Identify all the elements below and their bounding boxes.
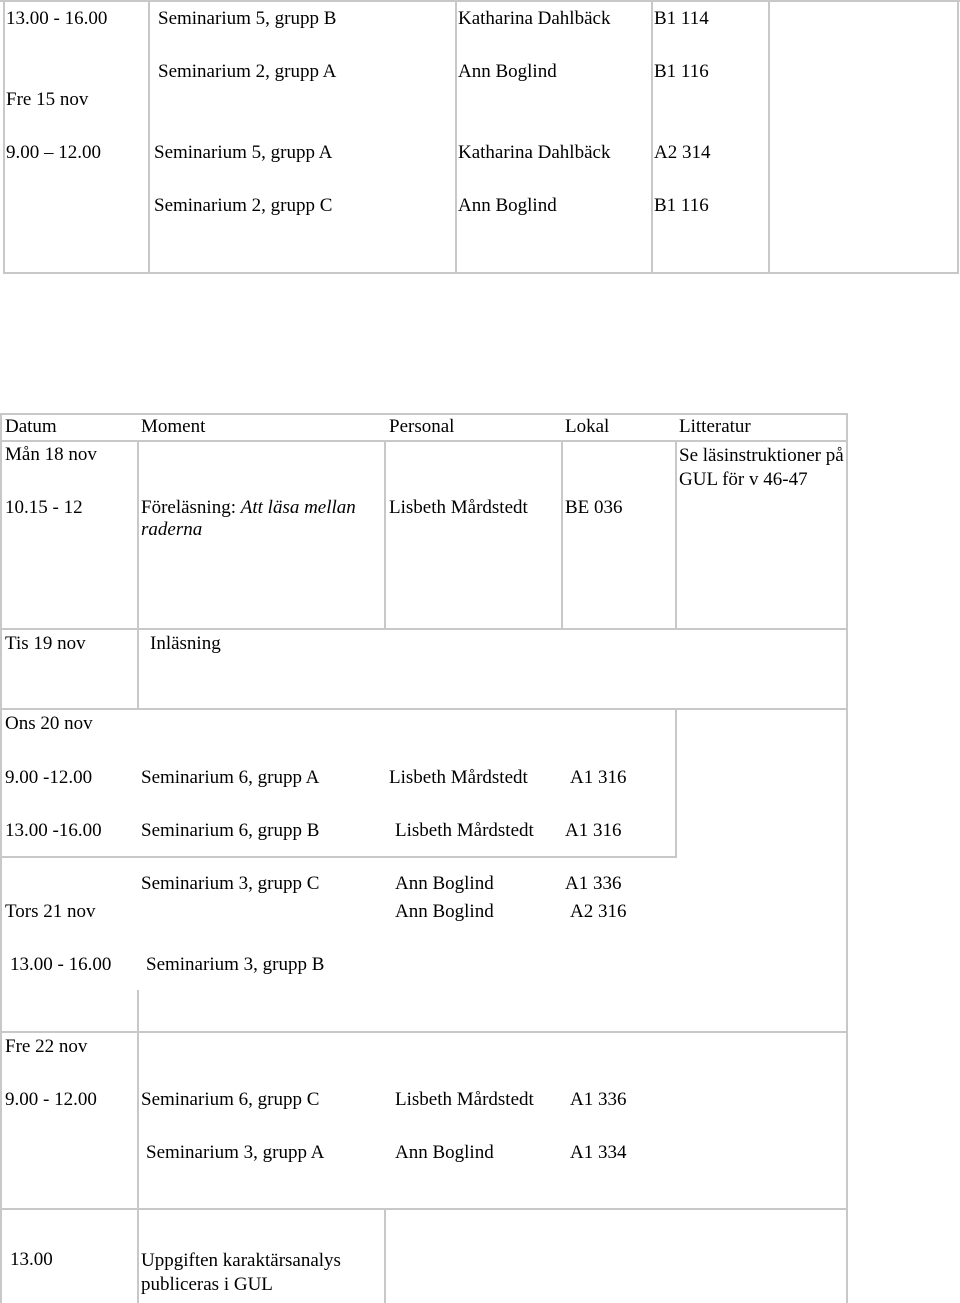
person-cell: Ann Boglind bbox=[395, 901, 494, 922]
column-divider bbox=[768, 0, 770, 274]
time-cell: 9.00 -12.00 bbox=[5, 767, 93, 788]
table-border bbox=[3, 0, 5, 274]
row-divider bbox=[0, 708, 848, 710]
date-cell: Mån 18 nov bbox=[5, 444, 97, 465]
table-border bbox=[957, 0, 959, 274]
time-cell: 10.15 - 12 bbox=[5, 497, 83, 518]
room-cell: A1 334 bbox=[570, 1142, 627, 1163]
column-divider bbox=[455, 0, 457, 274]
lecture-title: Att läsa mellan raderna bbox=[141, 497, 356, 540]
person-cell: Lisbeth Mårdstedt bbox=[389, 767, 528, 788]
column-divider bbox=[651, 0, 653, 274]
room-cell: A1 336 bbox=[565, 873, 622, 894]
room-cell: A1 336 bbox=[570, 1089, 627, 1110]
moment-cell: Seminarium 6, grupp A bbox=[141, 767, 320, 788]
person-cell: Katharina Dahlbäck bbox=[458, 142, 611, 163]
time-cell: 9.00 - 12.00 bbox=[5, 1089, 97, 1110]
person-cell: Katharina Dahlbäck bbox=[458, 8, 611, 29]
header-datum: Datum bbox=[5, 416, 57, 437]
moment-cell: Inläsning bbox=[150, 633, 221, 654]
table-border bbox=[0, 413, 2, 1303]
row-divider bbox=[0, 1031, 848, 1033]
moment-prefix: Föreläsning: bbox=[141, 497, 241, 518]
room-cell: A2 314 bbox=[654, 142, 711, 163]
header-personal: Personal bbox=[389, 416, 455, 437]
column-divider bbox=[675, 708, 677, 858]
table-border bbox=[3, 272, 959, 274]
date-cell: Fre 15 nov bbox=[6, 89, 89, 110]
time-cell: 13.00 - 16.00 bbox=[6, 8, 108, 29]
room-cell: B1 114 bbox=[654, 8, 709, 29]
person-cell: Ann Boglind bbox=[458, 195, 557, 216]
column-divider bbox=[675, 440, 677, 630]
column-divider bbox=[148, 0, 150, 274]
person-cell: Lisbeth Mårdstedt bbox=[395, 820, 534, 841]
moment-cell: Seminarium 5, grupp A bbox=[154, 142, 333, 163]
moment-cell: Seminarium 3, grupp B bbox=[146, 954, 325, 975]
moment-cell: Seminarium 3, grupp A bbox=[146, 1142, 325, 1163]
person-cell: Ann Boglind bbox=[458, 61, 557, 82]
room-cell: B1 116 bbox=[654, 61, 709, 82]
column-divider bbox=[137, 990, 139, 1033]
header-litteratur: Litteratur bbox=[679, 416, 751, 437]
person-cell: Ann Boglind bbox=[395, 1142, 494, 1163]
row-divider bbox=[0, 440, 848, 442]
date-cell: Fre 22 nov bbox=[5, 1036, 88, 1057]
person-cell: Lisbeth Mårdstedt bbox=[389, 497, 528, 518]
table-border bbox=[0, 0, 960, 2]
column-divider bbox=[137, 440, 139, 630]
table-border bbox=[846, 413, 848, 1303]
literature-note: Se läsinstruktioner på GUL för v 46-47 bbox=[679, 445, 844, 490]
header-lokal: Lokal bbox=[565, 416, 610, 437]
column-divider bbox=[561, 440, 563, 630]
moment-cell: Seminarium 6, grupp C bbox=[141, 1089, 320, 1110]
moment-cell: Seminarium 5, grupp B bbox=[158, 8, 337, 29]
moment-cell: Seminarium 2, grupp A bbox=[158, 61, 337, 82]
time-cell: 13.00 -16.00 bbox=[5, 820, 102, 841]
moment-cell: Uppgiften karaktärsanalys publiceras i GUL bbox=[141, 1250, 341, 1295]
column-divider bbox=[384, 1210, 386, 1303]
room-cell: BE 036 bbox=[565, 497, 623, 518]
time-cell: 13.00 - 16.00 bbox=[10, 954, 112, 975]
column-divider bbox=[137, 628, 139, 710]
row-divider bbox=[0, 856, 677, 858]
moment-cell: Seminarium 6, grupp B bbox=[141, 820, 320, 841]
room-cell: B1 116 bbox=[654, 195, 709, 216]
person-cell: Ann Boglind bbox=[395, 873, 494, 894]
row-divider bbox=[0, 1208, 848, 1210]
person-cell: Lisbeth Mårdstedt bbox=[395, 1089, 534, 1110]
room-cell: A2 316 bbox=[570, 901, 627, 922]
date-cell: Tors 21 nov bbox=[5, 901, 96, 922]
moment-cell: Seminarium 3, grupp C bbox=[141, 873, 320, 894]
date-cell: Ons 20 nov bbox=[5, 713, 93, 734]
row-divider bbox=[0, 628, 848, 630]
column-divider bbox=[137, 1031, 139, 1303]
time-cell: 9.00 – 12.00 bbox=[6, 142, 101, 163]
time-cell: 13.00 bbox=[10, 1249, 53, 1270]
room-cell: A1 316 bbox=[565, 820, 622, 841]
date-cell: Tis 19 nov bbox=[5, 633, 86, 654]
header-moment: Moment bbox=[141, 416, 206, 437]
room-cell: A1 316 bbox=[570, 767, 627, 788]
lecture-moment bbox=[141, 497, 381, 541]
table-border bbox=[0, 413, 848, 415]
moment-cell: Seminarium 2, grupp C bbox=[154, 195, 333, 216]
column-divider bbox=[384, 440, 386, 630]
